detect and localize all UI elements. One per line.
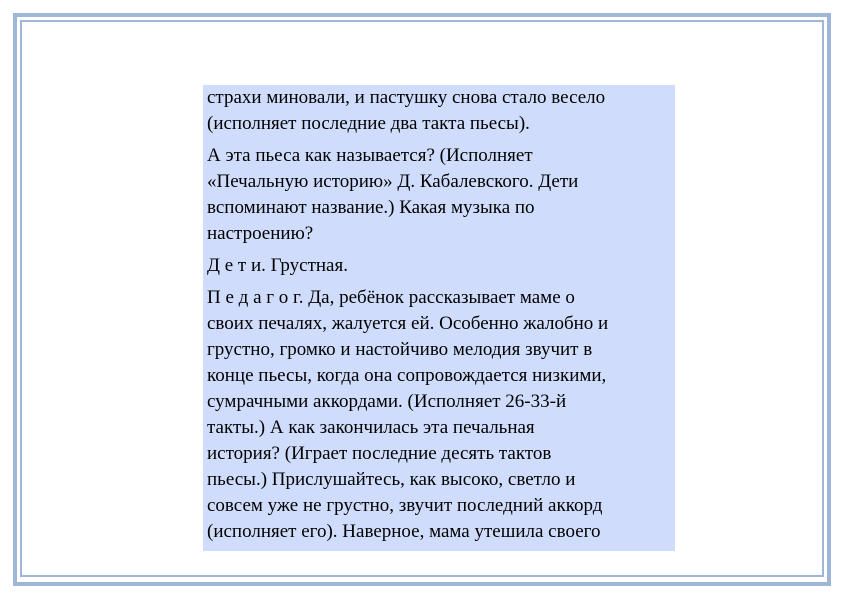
paragraph-3: Д е т и. Грустная. (207, 255, 348, 276)
paragraph-4: П е д а г о г. Да, ребёнок рассказывает маме о своих печалях, жалуется ей. Особенно жалобно и грустно, громко и настойчиво мелодия звучит в конце пьесы, когда она сопровождается низкими, сумрачными аккордами. (Исполняет 26-33-й такты.) А как закончилась эта печальная история? (Играет последние десять тактов пьесы.) Прислушайтесь, как высоко, светло и совсем уже не грустно, звучит последний аккорд (исполняет его). Наверное, мама утешила своего (207, 287, 609, 542)
paragraph-1: страхи миновали, и пастушку снова стало весело (исполняет последние два такта пьесы). (207, 87, 606, 134)
text-block (203, 85, 675, 551)
paragraph-2: А эта пьеса как называется? (Исполняет «Печальную историю» Д. Кабалевского. Дети вспоминают название.) Какая музыка по настроению? (207, 145, 579, 244)
